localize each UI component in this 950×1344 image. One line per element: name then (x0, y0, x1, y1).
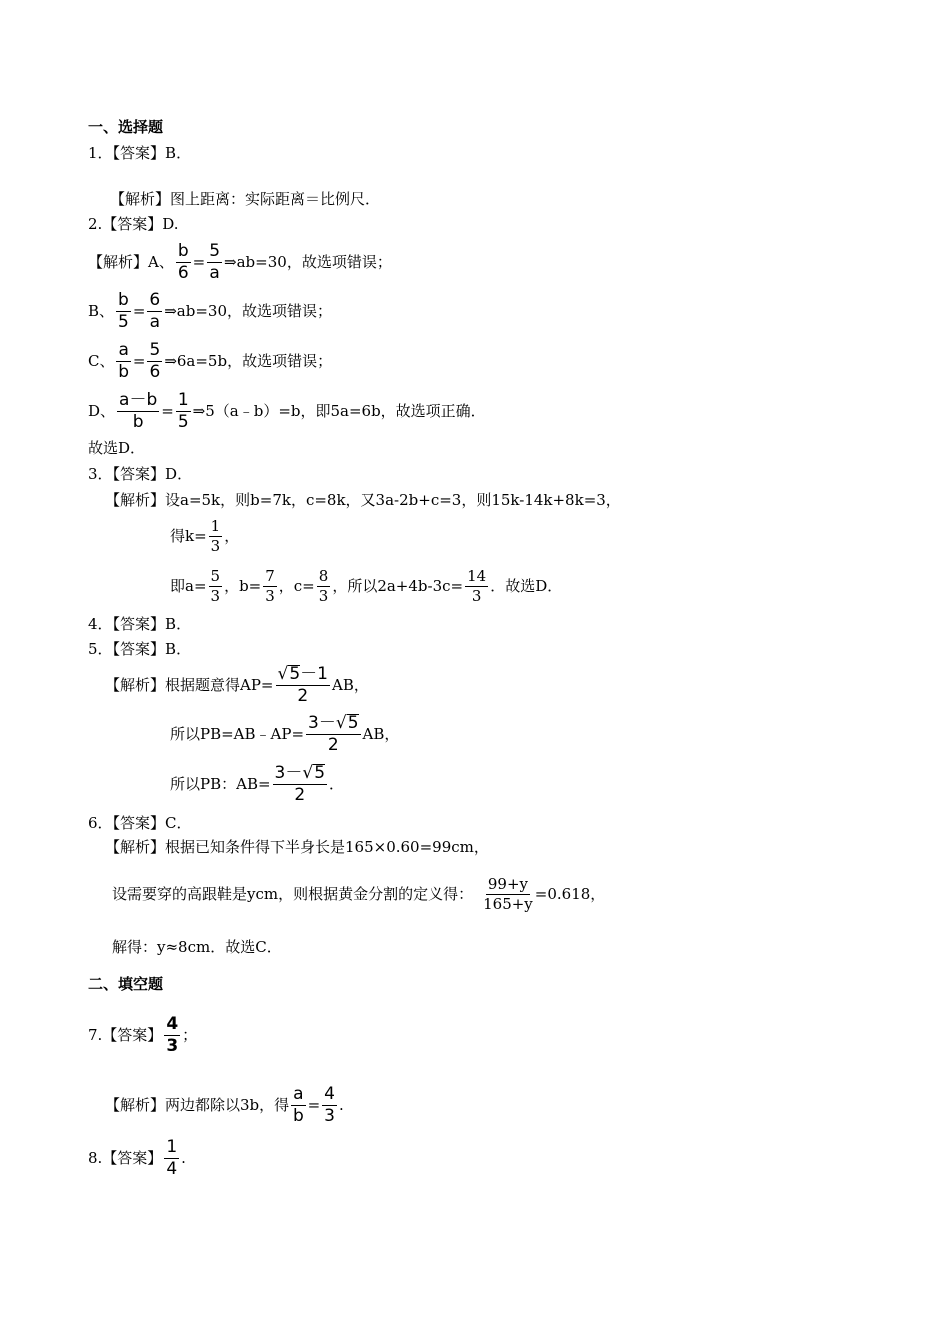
q4-answer: 4．【答案】B． (88, 615, 192, 633)
q2-analysis-d: D、 $\frac{a-b}{b}$ = $\frac{1}{5}$ ⇒5（a﹣b）=b，即5a=6b，故选项正确． (88, 389, 486, 432)
fraction-1-over-4: $\frac{1}{4}$ (166, 1136, 178, 1179)
fraction-a-over-b: $\frac{a}{b}$ (118, 339, 130, 382)
fraction-8-over-3: $\frac{8}{3}$ (318, 566, 329, 605)
fraction-4-over-3: $\frac{4}{3}$ (166, 1013, 179, 1056)
q7-answer: 7.【答案】 $\frac{4}{3}$ ； (88, 1013, 198, 1056)
fraction-5-over-6: $\frac{5}{6}$ (149, 339, 161, 382)
fraction-sqrt5-minus-1-over-2: √ 5 －1 2 (277, 664, 328, 706)
q2-answer: 2.【答案】D. (88, 215, 179, 233)
q6-answer: 6．【答案】C． (88, 814, 192, 832)
q2-analysis-b: B、 $\frac{b}{5}$ = $\frac{6}{a}$ ⇒ab=30，故选项错误； (88, 289, 333, 332)
fraction-b-over-6: $\frac{b}{6}$ (177, 240, 189, 283)
fraction-1-over-3: $\frac{1}{3}$ (210, 516, 221, 555)
q1-answer: 1．【答案】B． (88, 144, 192, 162)
q2-analysis-c: C、 $\frac{a}{b}$ = $\frac{5}{6}$ ⇒6a=5b，故选项错误； (88, 339, 333, 382)
q5-analysis-line3: 所以PB：AB= 3－ √ 5 2 ． (170, 763, 345, 805)
fraction-99y-over-165y: $\frac{99+y}{165+y}$ (483, 874, 533, 913)
fraction-14-over-3: $\frac{14}{3}$ (467, 566, 487, 605)
q3-answer: 3．【答案】D． (88, 465, 193, 483)
q1-analysis: 【解析】图上距离：实际距离＝比例尺． (110, 190, 381, 208)
fraction-a-over-b-q7: $\frac{a}{b}$ (292, 1083, 304, 1126)
fraction-5-over-3: $\frac{5}{3}$ (210, 566, 221, 605)
q3-analysis-line1: 【解析】设a=5k，则b=7k，c=8k，又3a-2b+c=3，则15k-14k+8k=3， (105, 491, 621, 509)
q7-analysis: 【解析】两边都除以3b，得 $\frac{a}{b}$ = $\frac{4}{3}$ . (105, 1083, 344, 1126)
q3-analysis-line2: 得k= $\frac{1}{3}$ ， (170, 516, 240, 555)
q5-answer: 5．【答案】B． (88, 640, 192, 658)
q5-analysis-line1: 【解析】根据题意得AP= √ 5 －1 2 AB， (105, 664, 369, 706)
section-title-choice: 一、选择题 (88, 118, 164, 136)
q2-conclusion: 故选D． (88, 439, 146, 457)
fraction-5-over-a: $\frac{5}{a}$ (209, 240, 221, 283)
fraction-6-over-a: $\frac{6}{a}$ (149, 289, 161, 332)
fraction-3-minus-sqrt5-over-2: 3－ √ 5 2 (308, 713, 359, 755)
fraction-7-over-3: $\frac{7}{3}$ (265, 566, 275, 605)
fraction-b-over-5: $\frac{b}{5}$ (118, 289, 129, 332)
fraction-a-minus-b-over-b: $\frac{a-b}{b}$ (119, 389, 158, 432)
q6-analysis-line1: 【解析】根据已知条件得下半身长是165×0.60=99cm， (105, 838, 489, 856)
q5-analysis-line2: 所以PB=AB﹣AP= 3－ √ 5 2 AB， (170, 713, 400, 755)
q2-analysis-a: 【解析】A、 $\frac{b}{6}$ = $\frac{5}{a}$ ⇒ab=30，故选项错误； (88, 240, 392, 283)
fraction-1-over-5: $\frac{1}{5}$ (177, 389, 189, 432)
fraction-3-minus-sqrt5-over-2-b: 3－ √ 5 2 (274, 763, 326, 805)
q6-analysis-line3: 解得：y≈8cm．故选C． (112, 938, 282, 956)
q8-answer: 8.【答案】 $\frac{1}{4}$ . (88, 1136, 186, 1179)
q6-analysis-line2: 设需要穿的高跟鞋是ycm，则根据黄金分割的定义得： $\frac{99+y}{165+y}$ =0.618， (112, 874, 606, 913)
section-title-fill: 二、填空题 (88, 975, 164, 993)
fraction-4-over-3-q7: $\frac{4}{3}$ (324, 1083, 335, 1126)
q3-analysis-line3: 即a= $\frac{5}{3}$ ，b= $\frac{7}{3}$ ，c= $\frac{8}{3}$ ，所以2a+4b-3c= $\frac{14}{3}$ ．故选D． (170, 566, 563, 605)
